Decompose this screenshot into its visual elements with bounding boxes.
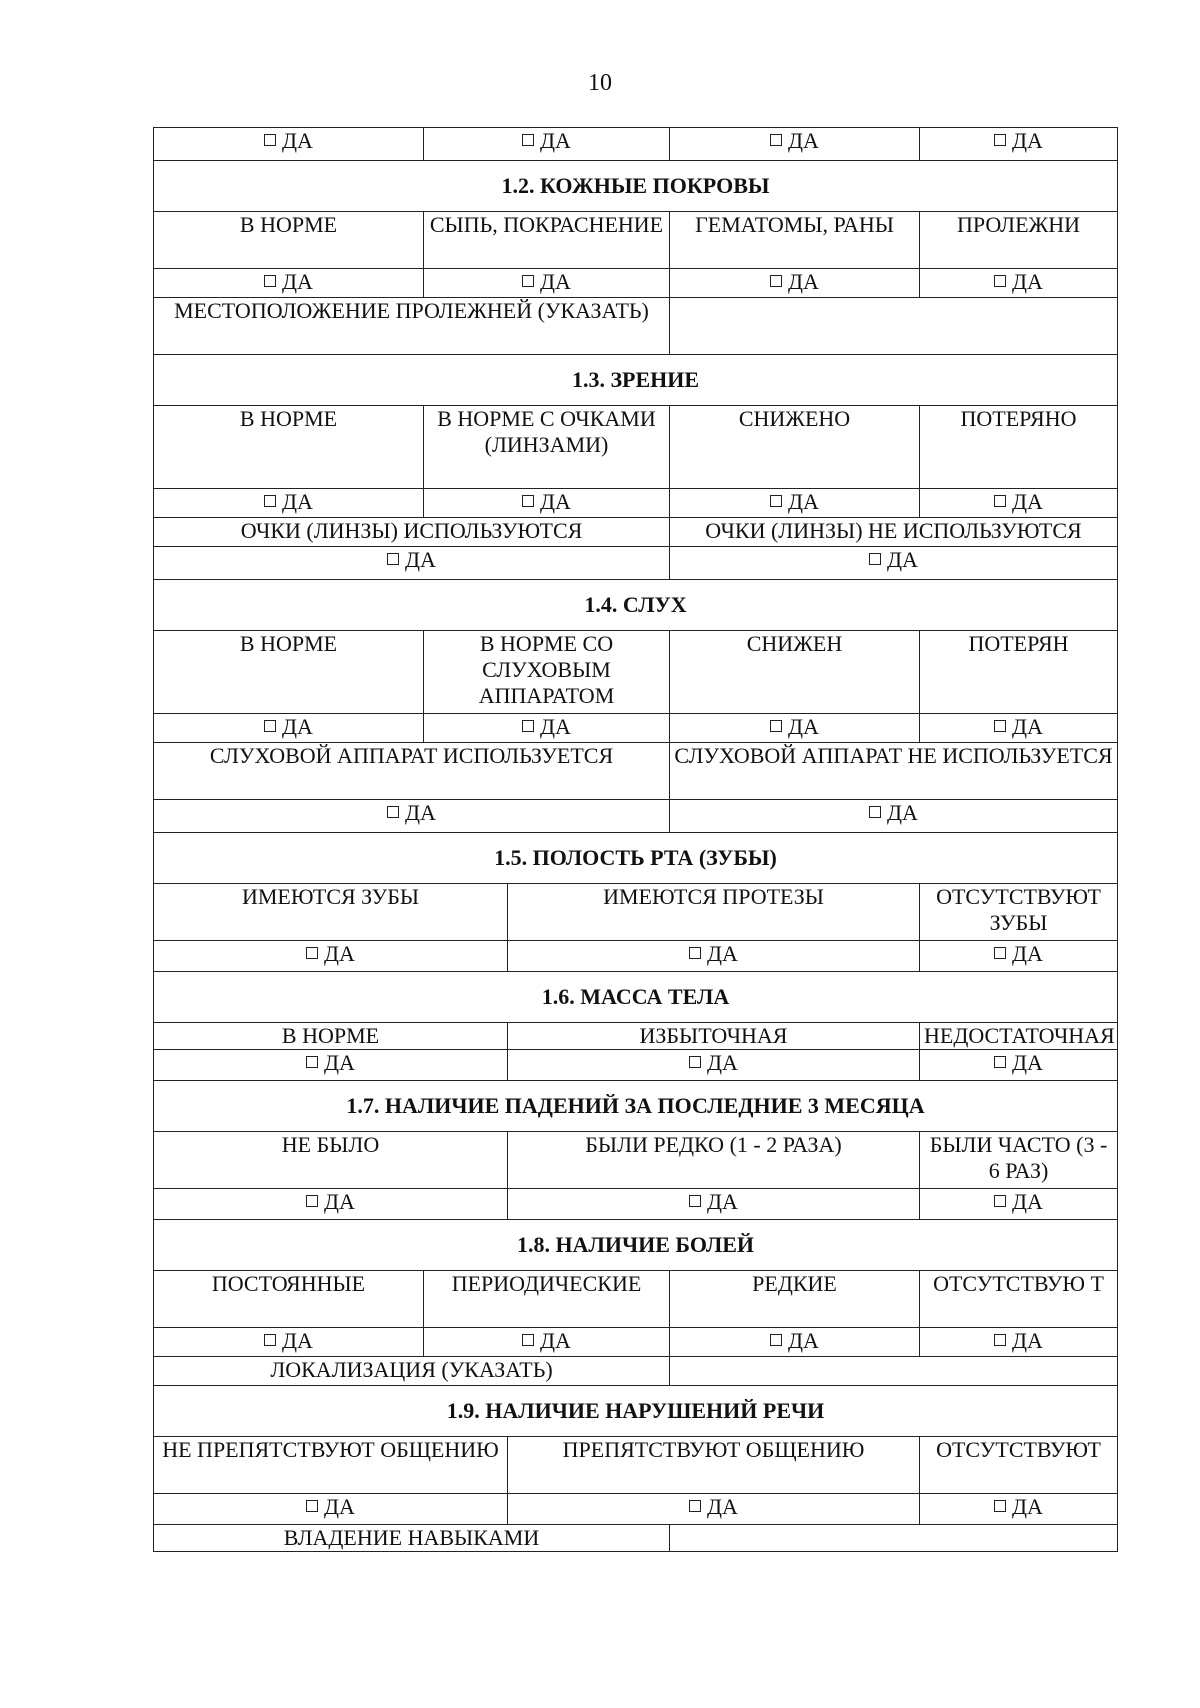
assessment-form-table xyxy=(153,127,1118,1552)
option-label: БЫЛИ ЧАСТО (3 - 6 РАЗ) xyxy=(920,1132,1118,1189)
checkbox-icon[interactable] xyxy=(869,806,881,818)
option-label: ГЕМАТОМЫ, РАНЫ xyxy=(670,212,920,269)
yes-cell[interactable]: ДА xyxy=(670,714,920,743)
option-label: ИЗБЫТОЧНАЯ xyxy=(508,1023,920,1050)
yes-cell[interactable]: ДА xyxy=(920,1050,1118,1081)
option-label: ПОТЕРЯНО xyxy=(920,406,1118,489)
option-label: В НОРМЕ xyxy=(154,406,424,489)
hearing-aid-used-label: СЛУХОВОЙ АППАРАТ ИСПОЛЬЗУЕТСЯ xyxy=(154,743,670,800)
pain-localization-field[interactable] xyxy=(670,1357,1118,1386)
checkbox-icon[interactable] xyxy=(306,947,318,959)
option-label: ПЕРИОДИЧЕСКИЕ xyxy=(424,1271,670,1328)
yes-cell[interactable]: ДА xyxy=(154,1050,508,1081)
checkbox-icon[interactable] xyxy=(306,1195,318,1207)
yes-cell[interactable]: ДА xyxy=(508,1494,920,1525)
bedsore-location-field[interactable] xyxy=(670,298,1118,355)
yes-cell[interactable]: ДА xyxy=(154,800,670,833)
yes-cell[interactable]: ДА xyxy=(508,1050,920,1081)
option-label: ОТСУТСТВУЮ Т xyxy=(920,1271,1118,1328)
checkbox-icon[interactable] xyxy=(264,1334,276,1346)
checkbox-icon[interactable] xyxy=(264,720,276,732)
yes-cell[interactable]: ДА xyxy=(670,489,920,518)
checkbox-icon[interactable] xyxy=(264,134,276,146)
yes-cell[interactable]: ДА xyxy=(670,800,1118,833)
checkbox-icon[interactable] xyxy=(869,553,881,565)
checkbox-icon[interactable] xyxy=(994,1500,1006,1512)
option-label: СНИЖЕНО xyxy=(670,406,920,489)
section-title-1-7: 1.7. НАЛИЧИЕ ПАДЕНИЙ ЗА ПОСЛЕДНИЕ 3 МЕСЯЦА xyxy=(154,1081,1118,1132)
section-title-1-9: 1.9. НАЛИЧИЕ НАРУШЕНИЙ РЕЧИ xyxy=(154,1386,1118,1437)
section-title-1-4: 1.4. СЛУХ xyxy=(154,580,1118,631)
checkbox-icon[interactable] xyxy=(387,806,399,818)
option-label: ИМЕЮТСЯ ПРОТЕЗЫ xyxy=(508,884,920,941)
yes-cell[interactable]: ДА xyxy=(670,269,920,298)
checkbox-icon[interactable] xyxy=(387,553,399,565)
checkbox-icon[interactable] xyxy=(994,1195,1006,1207)
option-label: РЕДКИЕ xyxy=(670,1271,920,1328)
yes-cell[interactable]: ДА xyxy=(154,714,424,743)
checkbox-icon[interactable] xyxy=(264,275,276,287)
yes-cell[interactable]: ДА xyxy=(424,489,670,518)
checkbox-icon[interactable] xyxy=(522,1334,534,1346)
yes-cell[interactable]: ДА xyxy=(154,1494,508,1525)
checkbox-icon[interactable] xyxy=(689,1500,701,1512)
yes-cell[interactable]: ДА xyxy=(154,547,670,580)
yes-cell[interactable]: ДА xyxy=(920,128,1118,161)
option-label: БЫЛИ РЕДКО (1 - 2 РАЗА) xyxy=(508,1132,920,1189)
yes-cell[interactable]: ДА xyxy=(670,128,920,161)
checkbox-icon[interactable] xyxy=(306,1500,318,1512)
option-label: ОТСУТСТВУЮТ ЗУБЫ xyxy=(920,884,1118,941)
yes-cell[interactable]: ДА xyxy=(670,1328,920,1357)
pain-localization-label: ЛОКАЛИЗАЦИЯ (УКАЗАТЬ) xyxy=(154,1357,670,1386)
checkbox-icon[interactable] xyxy=(770,275,782,287)
yes-cell[interactable]: ДА xyxy=(424,269,670,298)
option-label: ПРОЛЕЖНИ xyxy=(920,212,1118,269)
yes-cell[interactable]: ДА xyxy=(920,714,1118,743)
option-label: В НОРМЕ xyxy=(154,1023,508,1050)
section-title-1-8: 1.8. НАЛИЧИЕ БОЛЕЙ xyxy=(154,1220,1118,1271)
yes-cell[interactable]: ДА xyxy=(920,1328,1118,1357)
yes-cell[interactable]: ДА xyxy=(920,1494,1118,1525)
option-label: В НОРМЕ СО СЛУХОВЫМ АППАРАТОМ xyxy=(424,631,670,714)
yes-cell[interactable]: ДА xyxy=(920,1189,1118,1220)
hearing-aid-not-used-label: СЛУХОВОЙ АППАРАТ НЕ ИСПОЛЬЗУЕТСЯ xyxy=(670,743,1118,800)
option-label: НЕДОСТАТОЧНАЯ xyxy=(920,1023,1118,1050)
checkbox-icon[interactable] xyxy=(770,720,782,732)
checkbox-icon[interactable] xyxy=(689,1056,701,1068)
yes-cell[interactable]: ДА xyxy=(154,269,424,298)
glasses-not-used-label: ОЧКИ (ЛИНЗЫ) НЕ ИСПОЛЬЗУЮТСЯ xyxy=(670,518,1118,547)
option-label: НЕ ПРЕПЯТСТВУЮТ ОБЩЕНИЮ xyxy=(154,1437,508,1494)
yes-cell[interactable]: ДА xyxy=(424,128,670,161)
section-title-1-5: 1.5. ПОЛОСТЬ РТА (ЗУБЫ) xyxy=(154,833,1118,884)
checkbox-icon[interactable] xyxy=(770,1334,782,1346)
yes-cell[interactable]: ДА xyxy=(154,128,424,161)
checkbox-icon[interactable] xyxy=(522,134,534,146)
checkbox-icon[interactable] xyxy=(264,495,276,507)
checkbox-icon[interactable] xyxy=(522,495,534,507)
yes-cell[interactable]: ДА xyxy=(424,714,670,743)
skills-field[interactable] xyxy=(670,1525,1118,1552)
option-label: ИМЕЮТСЯ ЗУБЫ xyxy=(154,884,508,941)
checkbox-icon[interactable] xyxy=(994,947,1006,959)
yes-cell[interactable]: ДА xyxy=(154,489,424,518)
option-label: В НОРМЕ С ОЧКАМИ (ЛИНЗАМИ) xyxy=(424,406,670,489)
checkbox-icon[interactable] xyxy=(522,275,534,287)
checkbox-icon[interactable] xyxy=(306,1056,318,1068)
yes-cell[interactable]: ДА xyxy=(920,489,1118,518)
yes-cell[interactable]: ДА xyxy=(508,941,920,972)
glasses-used-label: ОЧКИ (ЛИНЗЫ) ИСПОЛЬЗУЮТСЯ xyxy=(154,518,670,547)
section-title-1-6: 1.6. МАССА ТЕЛА xyxy=(154,972,1118,1023)
yes-cell[interactable]: ДА xyxy=(920,941,1118,972)
page-number: 10 xyxy=(588,70,612,96)
checkbox-icon[interactable] xyxy=(522,720,534,732)
option-label: ПОТЕРЯН xyxy=(920,631,1118,714)
section-title-1-2: 1.2. КОЖНЫЕ ПОКРОВЫ xyxy=(154,161,1118,212)
checkbox-icon[interactable] xyxy=(770,495,782,507)
yes-cell[interactable]: ДА xyxy=(670,547,1118,580)
skills-label: ВЛАДЕНИЕ НАВЫКАМИ xyxy=(154,1525,670,1552)
option-label: ПОСТОЯННЫЕ xyxy=(154,1271,424,1328)
checkbox-icon[interactable] xyxy=(994,720,1006,732)
checkbox-icon[interactable] xyxy=(994,275,1006,287)
checkbox-icon[interactable] xyxy=(994,1056,1006,1068)
option-label: НЕ БЫЛО xyxy=(154,1132,508,1189)
option-label: СНИЖЕН xyxy=(670,631,920,714)
yes-cell[interactable]: ДА xyxy=(154,1189,508,1220)
yes-cell[interactable]: ДА xyxy=(154,941,508,972)
checkbox-icon[interactable] xyxy=(770,134,782,146)
yes-cell[interactable]: ДА xyxy=(424,1328,670,1357)
option-label: ПРЕПЯТСТВУЮТ ОБЩЕНИЮ xyxy=(508,1437,920,1494)
section-title-1-3: 1.3. ЗРЕНИЕ xyxy=(154,355,1118,406)
option-label: ОТСУТСТВУЮТ xyxy=(920,1437,1118,1494)
checkbox-icon[interactable] xyxy=(689,947,701,959)
yes-row xyxy=(154,128,1118,161)
yes-cell[interactable]: ДА xyxy=(920,269,1118,298)
yes-cell[interactable]: ДА xyxy=(508,1189,920,1220)
bedsore-location-label: МЕСТОПОЛОЖЕНИЕ ПРОЛЕЖНЕЙ (УКАЗАТЬ) xyxy=(154,298,670,355)
checkbox-icon[interactable] xyxy=(994,134,1006,146)
option-label: В НОРМЕ xyxy=(154,212,424,269)
checkbox-icon[interactable] xyxy=(994,495,1006,507)
checkbox-icon[interactable] xyxy=(689,1195,701,1207)
option-label: В НОРМЕ xyxy=(154,631,424,714)
yes-cell[interactable]: ДА xyxy=(154,1328,424,1357)
checkbox-icon[interactable] xyxy=(994,1334,1006,1346)
option-label: СЫПЬ, ПОКРАСНЕНИЕ xyxy=(424,212,670,269)
